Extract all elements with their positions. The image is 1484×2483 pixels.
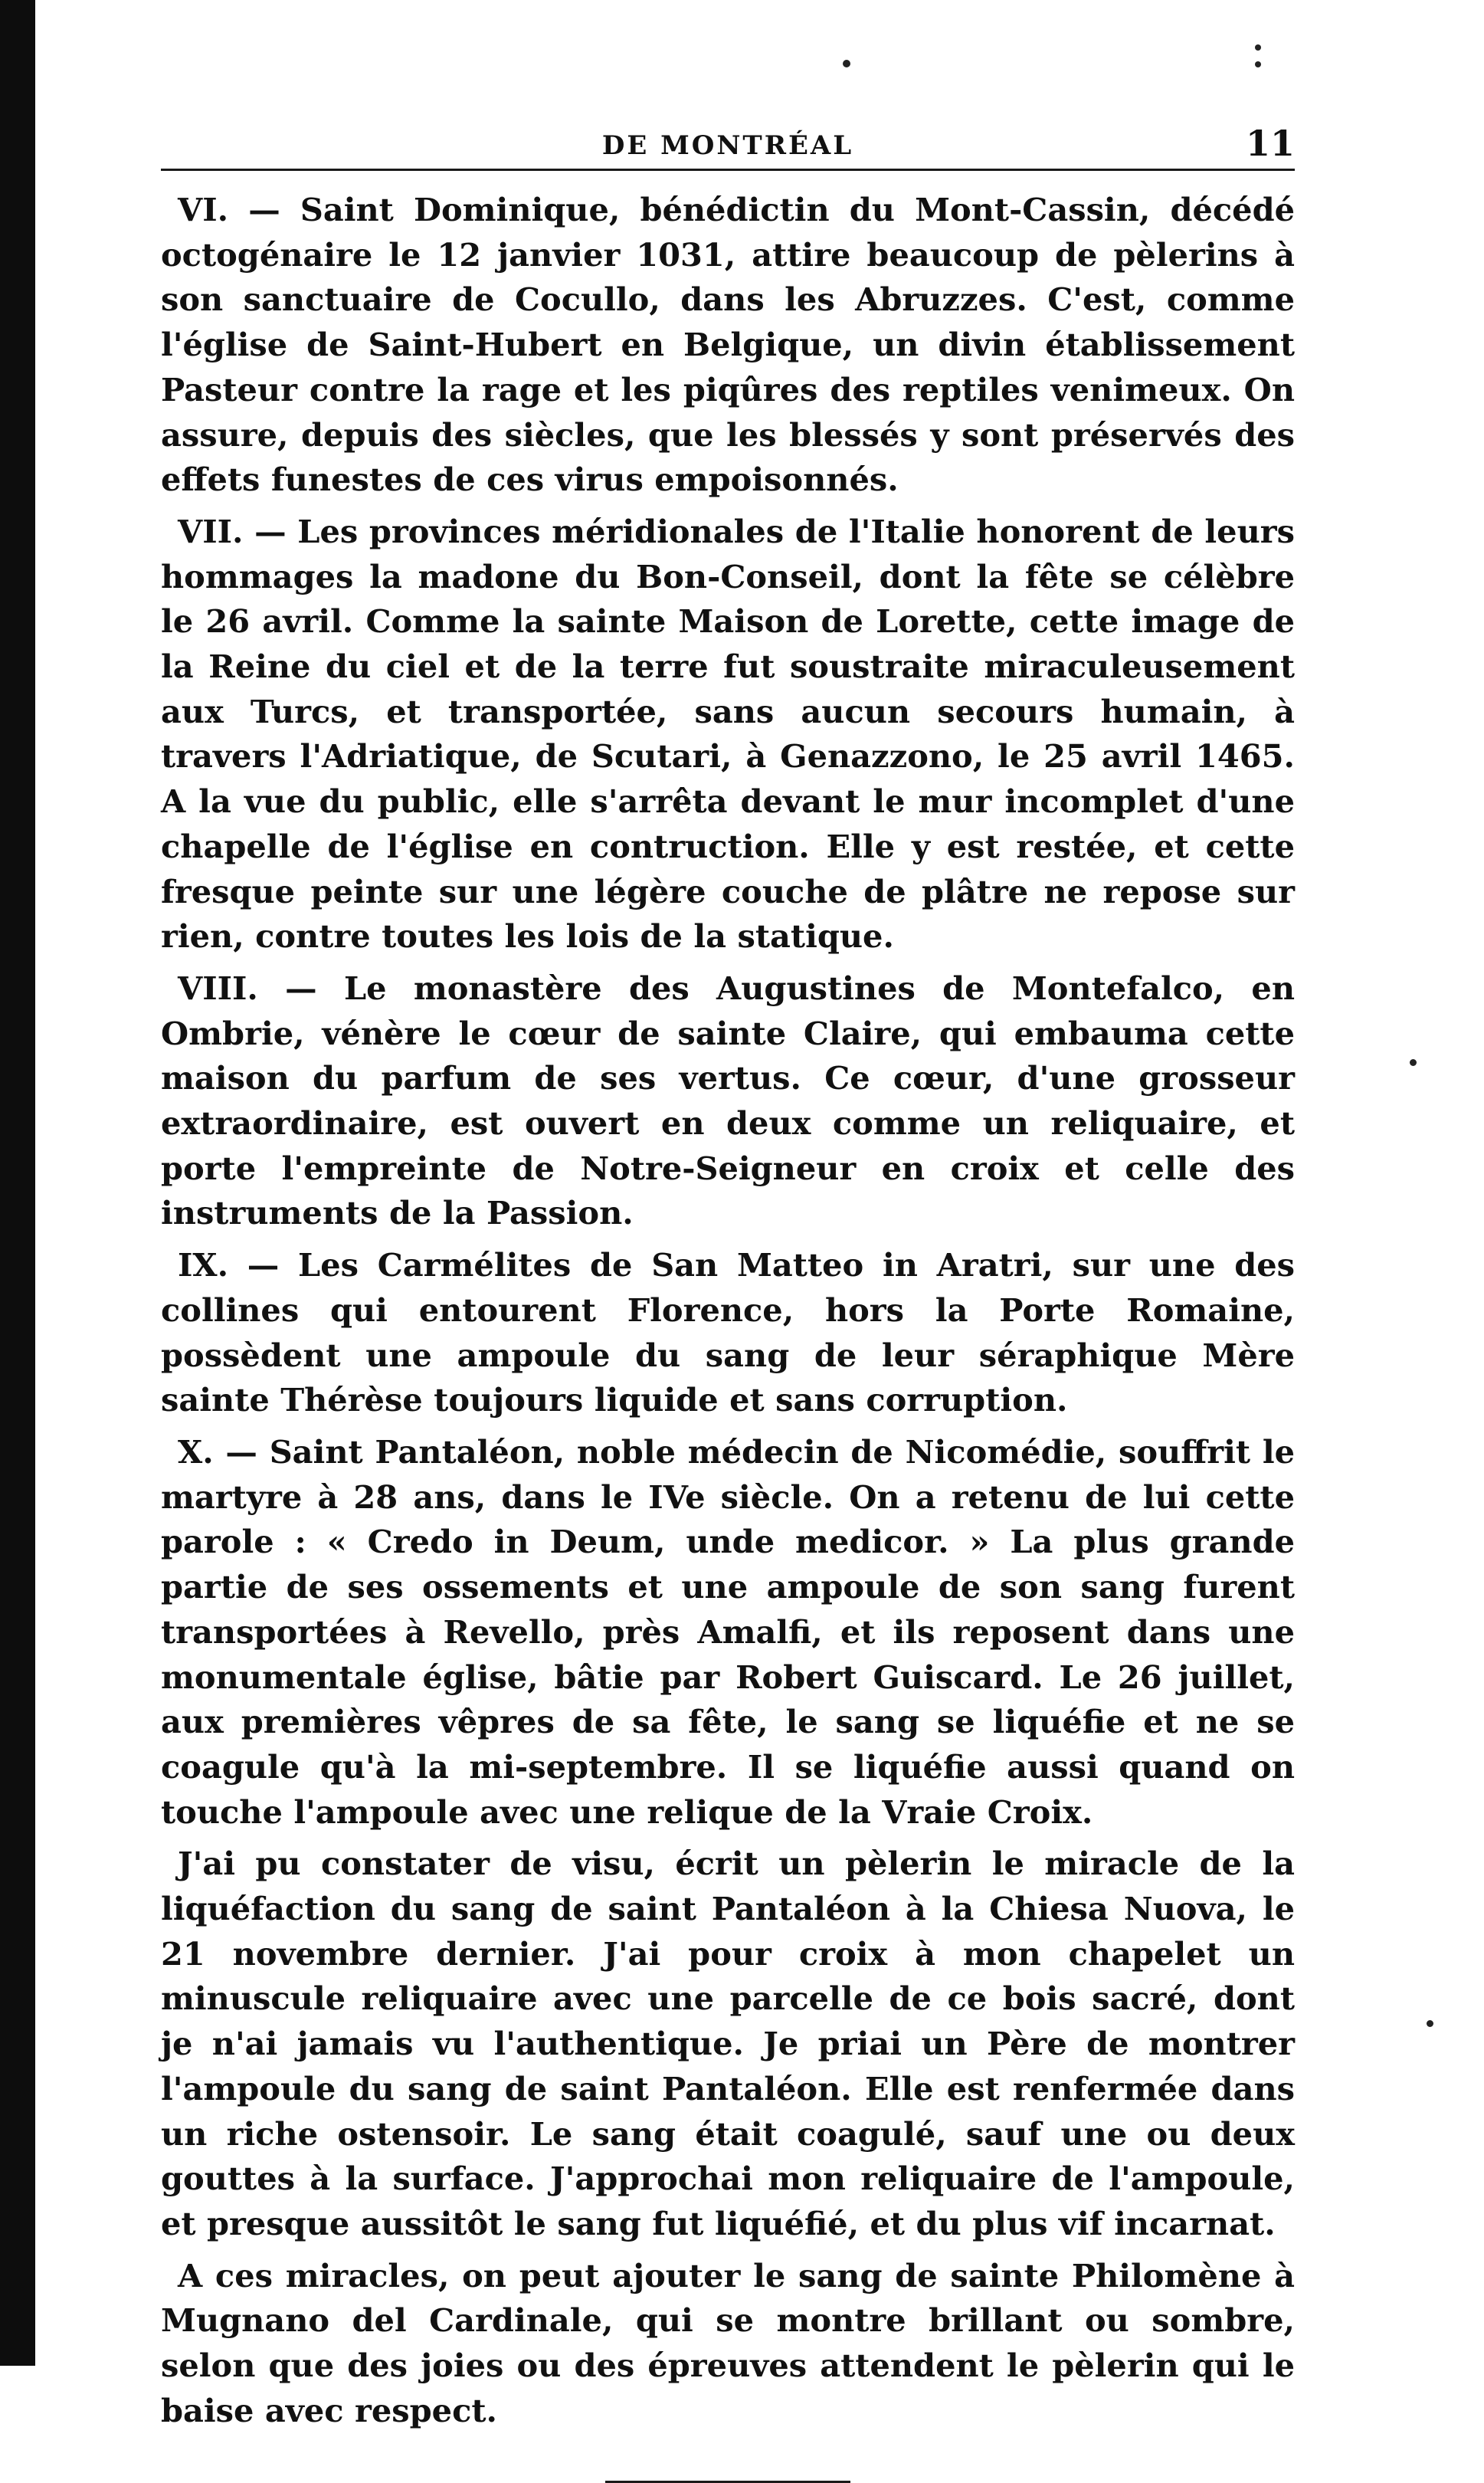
page-number: 11: [1245, 123, 1295, 164]
scan-speck: [843, 60, 850, 67]
scan-speck: [1255, 44, 1261, 51]
running-title: DE MONTRÉAL: [601, 130, 854, 161]
paragraph-pilgrim-account: J'ai pu constater de visu, écrit un pèlerin le miracle de la liquéfaction du sang de saint Pantaléon à la Chiesa Nuova, le 21 novembre dernier. J'ai pour croix à mon chapelet un minuscule reliquaire avec une parcelle de ce bois sacré, dont je n'ai jamais vu l'authentique. Je priai un Père de montrer l'ampoule du sang de saint Pantaléon. Elle est renfermée dans un riche ostensoir. Le sang était coagulé, sauf une ou deux gouttes à la surface. J'approchai mon reliquaire de l'ampoule, et presque aussitôt le sang fut liquéfié, et du plus vif incarnat.: [161, 1845, 1295, 2242]
scan-speck: [1427, 2020, 1433, 2027]
paragraph-vi: VI. — Saint Dominique, bénédictin du Mont-Cassin, décédé octogénaire le 12 janvier 1031, attire beaucoup de pèlerins à son sanctuaire de Cocullo, dans les Abruzzes. C'est, comme l'église de Saint-Hubert en Belgique, un divin établissement Pasteur contre la rage et les piqûres des reptiles venimeux. On assure, depuis des siècles, que les blessés y sont préservés des effets funestes de ces virus empoisonnés.: [161, 191, 1295, 499]
paragraph-closing: A ces miracles, on peut ajouter le sang de sainte Philomène à Mugnano del Cardinale, qui se montre brillant ou sombre, selon que des joies ou des épreuves attendent le pèlerin qui le baise avec respect.: [161, 2256, 1295, 2429]
scan-speck: [1410, 1059, 1417, 1066]
running-head: [161, 115, 1295, 171]
paragraph-ix: IX. — Les Carmélites de San Matteo in Aratri, sur une des collines qui entourent Florence, hors la Porte Romaine, possèdent une ampoule du sang de leur séraphique Mère sainte Thérèse toujours liquide et sans corruption.: [161, 1246, 1295, 1419]
scan-speck: [1255, 61, 1261, 67]
scan-border: [0, 0, 35, 2366]
paragraph-vii: VII. — Les provinces méridionales de l'Italie honorent de leurs hommages la madone du Bon-Conseil, dont la fête se célèbre le 26 avril. Comme la sainte Maison de Lorette, cette image de la Reine du ciel et de la terre fut soustraite miraculeusement aux Turcs, et transportée, sans aucun secours humain, à travers l'Adriatique, de Scutari, à Genazzono, le 25 avril 1465. A la vue du public, elle s'arrêta devant le mur incomplet d'une chapelle de l'église en contruction. Elle y est restée, et cette fresque peinte sur une légère couche de plâtre ne repose sur rien, contre toutes les lois de la statique.: [161, 512, 1295, 956]
paragraph-viii: VIII. — Le monastère des Augustines de Montefalco, en Ombrie, vénère le cœur de sainte Claire, qui embauma cette maison du parfum de ses vertus. Ce cœur, d'une grosseur extraordinaire, est ouvert en deux comme un reliquaire, et porte l'empreinte de Notre-Seigneur en croix et celle des instruments de la Passion.: [161, 969, 1295, 1232]
book-page: [161, 115, 1295, 2483]
body-text: [161, 188, 1295, 2433]
paragraph-x: X. — Saint Pantaléon, noble médecin de Nicomédie, souffrit le martyre à 28 ans, dans le IVe siècle. On a retenu de lui cette parole : « Credo in Deum, unde medicor. » La plus grande partie de ses ossements et une ampoule de son sang furent transportées à Revello, près Amalfi, et ils reposent dans une monumentale église, bâtie par Robert Guiscard. Le 26 juillet, aux premières vêpres de sa fête, le sang se liquéfie et ne se coagule qu'à la mi-septembre. Il se liquéfie aussi quand on touche l'ampoule avec une relique de la Vraie Croix.: [161, 1432, 1295, 1831]
